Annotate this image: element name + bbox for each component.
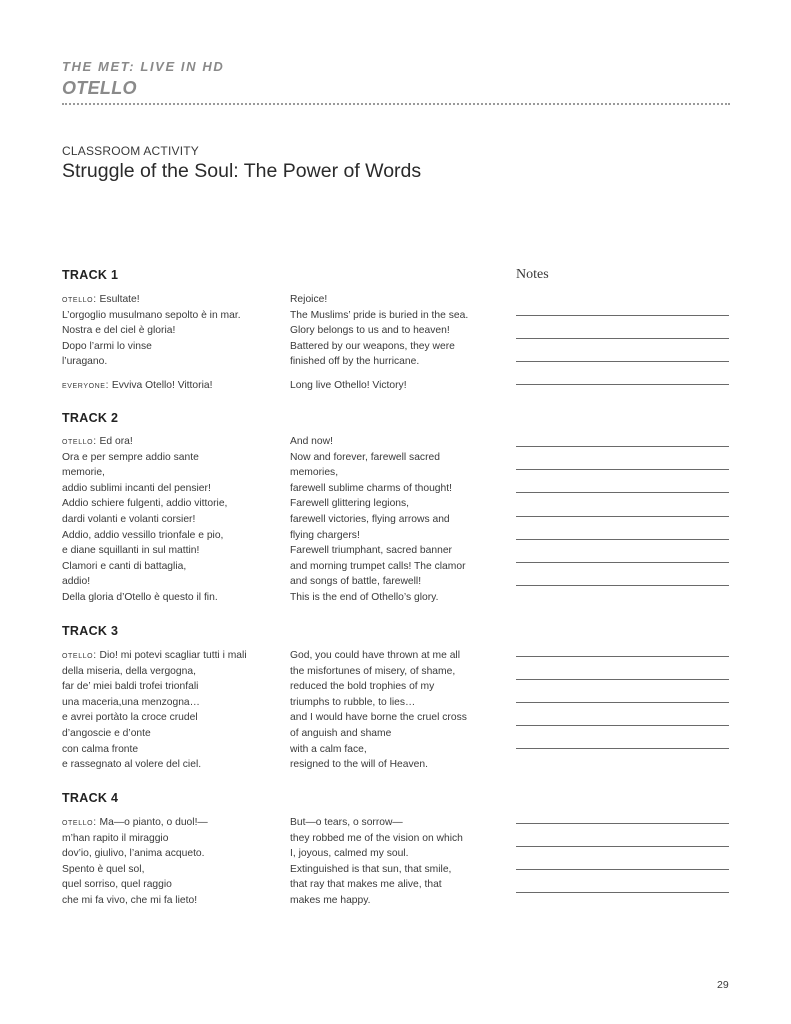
italian-text: addio! (62, 576, 91, 588)
english-line: Now and forever, farewell sacred (290, 451, 440, 463)
track-heading: TRACK 3 (62, 624, 119, 638)
italian-line (62, 496, 282, 512)
italian-text: l’uragano. (62, 356, 108, 368)
italian-line (62, 465, 282, 481)
english-line: Long live Othello! Victory! (290, 379, 407, 391)
italian-line (62, 450, 282, 466)
italian-line (62, 862, 282, 878)
english-line: makes me happy. (290, 894, 371, 906)
italian-line (62, 308, 282, 324)
track-lyrics (62, 292, 502, 394)
italian-text: Ora e per sempre addio sante (62, 451, 199, 463)
italian-line (62, 378, 282, 394)
lyric-row (62, 695, 502, 711)
italian-text: Dopo l’armi lo vinse (62, 340, 152, 352)
lyric-row (62, 481, 502, 497)
lyric-row (62, 434, 502, 450)
track-lyrics (62, 648, 502, 773)
italian-line (62, 481, 282, 497)
english-line: and morning trumpet calls! The clamor (290, 560, 466, 572)
italian-line (62, 893, 282, 909)
italian-line (62, 590, 282, 606)
speaker-label: otello: (62, 650, 97, 661)
italian-line (62, 323, 282, 339)
italian-line (62, 648, 282, 664)
italian-text: Spento è quel sol, (62, 863, 145, 875)
italian-text: una maceria,una menzogna… (62, 696, 200, 708)
italian-line (62, 559, 282, 575)
note-line (516, 585, 729, 586)
english-line: Farewell glittering legions, (290, 498, 410, 510)
lyric-row (62, 679, 502, 695)
italian-text: d’angoscie e d’onte (62, 727, 151, 739)
lyric-row (62, 862, 502, 878)
speaker-label: everyone: (62, 379, 110, 391)
italian-text: Esultate! (96, 294, 140, 305)
lyric-row (62, 450, 502, 466)
note-line (516, 539, 729, 540)
italian-line (62, 710, 282, 726)
dotted-divider (62, 103, 730, 105)
italian-line (62, 528, 282, 544)
lyric-row (62, 846, 502, 862)
note-line (516, 338, 729, 339)
italian-text: della miseria, della vergogna, (62, 665, 196, 677)
english-line: God, you could have thrown at me all (290, 650, 460, 661)
italian-text: Ma—o pianto, o duol!— (96, 817, 208, 828)
note-line (516, 562, 729, 563)
note-line (516, 516, 729, 517)
italian-line (62, 434, 282, 450)
track-heading: TRACK 4 (62, 791, 119, 805)
spacer (62, 370, 502, 378)
notes-label: Notes (516, 267, 549, 282)
english-line: that ray that makes me alive, that (290, 879, 442, 891)
track-heading: TRACK 1 (62, 268, 119, 282)
italian-line (62, 815, 282, 831)
english-line: and songs of battle, farewell! (290, 576, 422, 588)
english-line: and I would have borne the cruel cross (290, 712, 467, 724)
english-line: But—o tears, o sorrow— (290, 817, 403, 828)
lyric-row (62, 543, 502, 559)
speaker-label: otello: (62, 294, 97, 305)
italian-text: Evviva Otello! Vittoria! (109, 379, 213, 391)
english-line: they robbed me of the vision on which (290, 832, 463, 844)
lyric-row (62, 648, 502, 664)
note-line (516, 361, 729, 362)
italian-line (62, 877, 282, 893)
italian-line (62, 679, 282, 695)
lyric-row (62, 465, 502, 481)
lyric-row (62, 559, 502, 575)
lyric-row (62, 323, 502, 339)
track-heading: TRACK 2 (62, 411, 119, 425)
italian-line (62, 742, 282, 758)
lyric-row (62, 574, 502, 590)
speaker-label: otello: (62, 436, 97, 447)
english-line: flying chargers! (290, 529, 360, 541)
italian-text: Clamori e canti di battaglia, (62, 560, 187, 572)
note-line (516, 702, 729, 703)
english-line: the misfortunes of misery, of shame, (290, 665, 456, 677)
english-line: Glory belongs to us and to heaven! (290, 325, 450, 337)
italian-line (62, 574, 282, 590)
lyric-row (62, 742, 502, 758)
english-line: This is the end of Othello’s glory. (290, 591, 439, 603)
note-line (516, 384, 729, 385)
english-line: memories, (290, 467, 339, 479)
note-line (516, 446, 729, 447)
italian-text: dardi volanti e volanti corsier! (62, 513, 196, 525)
english-line: farewell sublime charms of thought! (290, 482, 452, 494)
italian-text: memorie, (62, 467, 105, 479)
speaker-label: otello: (62, 817, 97, 828)
italian-line (62, 543, 282, 559)
lyric-row (62, 339, 502, 355)
page-title: Struggle of the Soul: The Power of Words (62, 160, 422, 182)
page-number: 29 (717, 979, 729, 991)
english-line: Rejoice! (290, 294, 328, 305)
english-line: The Muslims’ pride is buried in the sea. (290, 309, 469, 321)
italian-text: che mi fa vivo, che mi fa lieto! (62, 894, 198, 906)
english-line: I, joyous, calmed my soul. (290, 848, 409, 860)
italian-line (62, 695, 282, 711)
english-line: Farewell triumphant, sacred banner (290, 545, 452, 557)
lyric-row (62, 378, 502, 394)
lyric-row (62, 590, 502, 606)
italian-text: e diane squillanti in sul mattin! (62, 545, 200, 557)
italian-text: e rassegnato al volere del ciel. (62, 759, 202, 771)
italian-line (62, 831, 282, 847)
lyric-row (62, 664, 502, 680)
lyric-row (62, 292, 502, 308)
note-line (516, 679, 729, 680)
english-line: And now! (290, 436, 333, 447)
note-line (516, 492, 729, 493)
italian-text: Ed ora! (96, 436, 133, 447)
lyric-row (62, 308, 502, 324)
italian-text: e avrei portàto la croce crudel (62, 712, 198, 724)
opera-title: OTELLO (62, 78, 137, 98)
italian-line (62, 354, 282, 370)
italian-text: dov’io, giulivo, l’anima acqueto. (62, 848, 205, 860)
note-line (516, 748, 729, 749)
italian-text: far de’ miei baldi trofei trionfali (62, 681, 199, 693)
italian-line (62, 512, 282, 528)
lyric-row (62, 757, 502, 773)
track-lyrics (62, 434, 502, 606)
note-line (516, 869, 729, 870)
english-line: farewell victories, flying arrows and (290, 513, 450, 525)
italian-text: addio sublimi incanti del pensier! (62, 482, 211, 494)
italian-text: con calma fronte (62, 743, 139, 755)
note-line (516, 315, 729, 316)
lyric-row (62, 512, 502, 528)
note-line (516, 846, 729, 847)
italian-line (62, 726, 282, 742)
lyric-row (62, 726, 502, 742)
italian-text: quel sorriso, quel raggio (62, 879, 172, 891)
lyric-row (62, 528, 502, 544)
english-line: resigned to the will of Heaven. (290, 759, 428, 771)
series-title: THE MET: LIVE IN HD (62, 59, 225, 74)
activity-kicker: CLASSROOM ACTIVITY (62, 144, 199, 158)
english-line: with a calm face, (290, 743, 367, 755)
note-line (516, 469, 729, 470)
lyric-row (62, 877, 502, 893)
lyric-row (62, 893, 502, 909)
track-lyrics (62, 815, 502, 909)
italian-text: Addio, addio vessillo trionfale e pio, (62, 529, 224, 541)
italian-text: Addio schiere fulgenti, addio vittorie, (62, 498, 228, 510)
english-line: Extinguished is that sun, that smile, (290, 863, 452, 875)
english-line: finished off by the hurricane. (290, 356, 420, 368)
lyric-row (62, 496, 502, 512)
italian-text: Nostra e del ciel è gloria! (62, 325, 176, 337)
lyric-row (62, 815, 502, 831)
italian-text: L’orgoglio musulmano sepolto è in mar. (62, 309, 241, 321)
italian-line (62, 757, 282, 773)
italian-text: Dio! mi potevi scagliar tutti i mali (96, 650, 247, 661)
italian-text: m’han rapito il miraggio (62, 832, 169, 844)
italian-text: Della gloria d’Otello è questo il fin. (62, 591, 218, 603)
note-line (516, 823, 729, 824)
lyric-row (62, 354, 502, 370)
lyric-row (62, 831, 502, 847)
english-line: of anguish and shame (290, 727, 392, 739)
italian-line (62, 292, 282, 308)
note-line (516, 725, 729, 726)
english-line: reduced the bold trophies of my (290, 681, 435, 693)
italian-line (62, 664, 282, 680)
english-line: triumphs to rubble, to lies… (290, 696, 416, 708)
italian-line (62, 846, 282, 862)
italian-line (62, 339, 282, 355)
lyric-row (62, 710, 502, 726)
note-line (516, 656, 729, 657)
note-line (516, 892, 729, 893)
english-line: Battered by our weapons, they were (290, 340, 455, 352)
